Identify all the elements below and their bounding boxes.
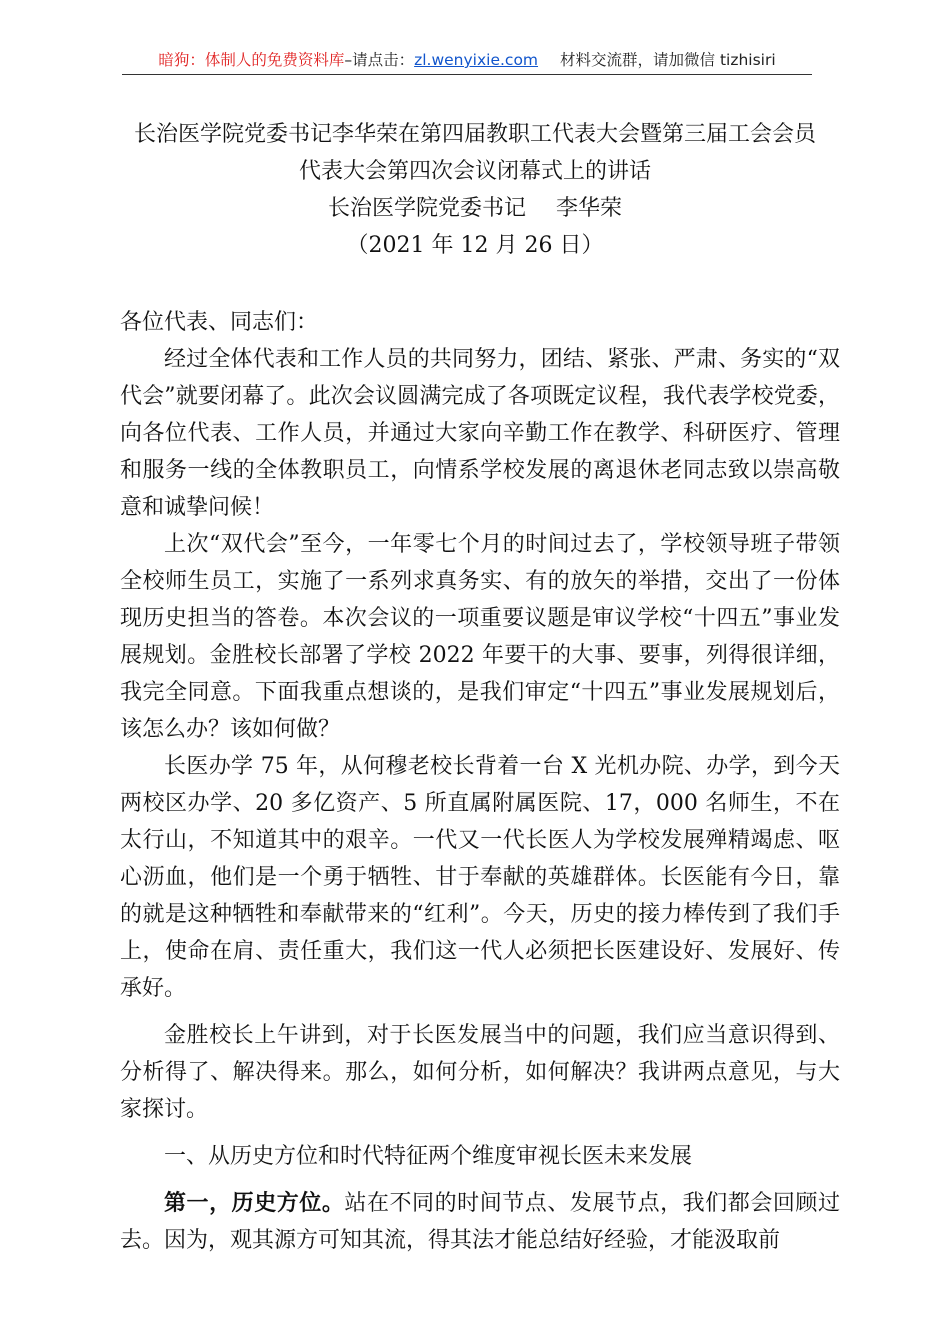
author-line	[0, 190, 950, 227]
document-title-line-1: 长治医学院党委书记李华荣在第四届教职工代表大会暨第三届工会会员	[133, 122, 816, 147]
page-header	[122, 46, 812, 75]
document-title-line-2: 代表大会第四次会议闭幕式上的讲话	[298, 159, 651, 184]
author-role: 长治医学院党委书记	[327, 196, 526, 221]
paragraph: 经过全体代表和工作人员的共同努力，团结、紧张、严肃、务实的“双代会”就要闭幕了。此次会议圆满完成了各项既定议程，我代表学校党委，向各位代表、工作人员，并通过大家向辛勤工作在教学、科研医疗、管理和服务一线的全体教职员工，向情系学校发展的离退休老同志致以崇高敬意和诚挚问候！	[120, 347, 840, 520]
header-brand: 暗狗：体制人的免费资料库	[158, 51, 345, 69]
bold-lead: 第一，历史方位。	[164, 1190, 345, 1216]
salutation: 各位代表、同志们：	[120, 310, 319, 335]
speech-date: （2021 年 12 月 26 日）	[346, 233, 604, 258]
document-body	[120, 304, 840, 1259]
header-prompt: –请点击：	[344, 51, 415, 69]
paragraph: 金胜校长上午讲到，对于长医发展当中的问题，我们应当意识得到、分析得了、解决得来。那么，如何分析，如何解决？我讲两点意见，与大家探讨。	[120, 1023, 840, 1122]
paragraph-text: 站在不同的时间节点、发展节点，我们都会回顾过去。因为，观其源方可知其流，得其法才能总结好经验，才能汲取前	[120, 1191, 840, 1253]
paragraph-last	[120, 1185, 840, 1259]
author-name: 李华荣	[556, 196, 623, 221]
header-link[interactable]: zl.wenyixie.com	[414, 51, 539, 69]
header-contact: 材料交流群，请加微信 tizhisiri	[560, 51, 776, 69]
section-heading: 一、从历史方位和时代特征两个维度审视长医未来发展	[164, 1144, 693, 1169]
paragraph: 上次“双代会”至今，一年零七个月的时间过去了，学校领导班子带领全校师生员工，实施了一系列求真务实、有的放矢的举措，交出了一份体现历史担当的答卷。本次会议的一项重要议题是审议学校“十四五”事业发展规划。金胜校长部署了学校 2022 年要干的大事、要事，列得很详细，我完全同意。下面我重点想谈的，是我们审定“十四五”事业发展规划后，该怎么办？该如何做？	[120, 532, 840, 742]
paragraph: 长医办学 75 年，从何穆老校长背着一台 X 光机办院、办学，到今天两校区办学、20 多亿资产、5 所直属附属医院、17，000 名师生，不在太行山，不知道其中的艰辛。一代又一代长医人为学校发展殚精竭虑、呕心沥血，他们是一个勇于牺牲、甘于奉献的英雄群体。长医能有今日，靠的就是这种牺牲和奉献带来的“红利”。今天，历史的接力棒传到了我们手上，使命在肩、责任重大，我们这一代人必须把长医建设好、发展好、传承好。	[120, 754, 840, 1001]
title-block	[0, 116, 950, 264]
